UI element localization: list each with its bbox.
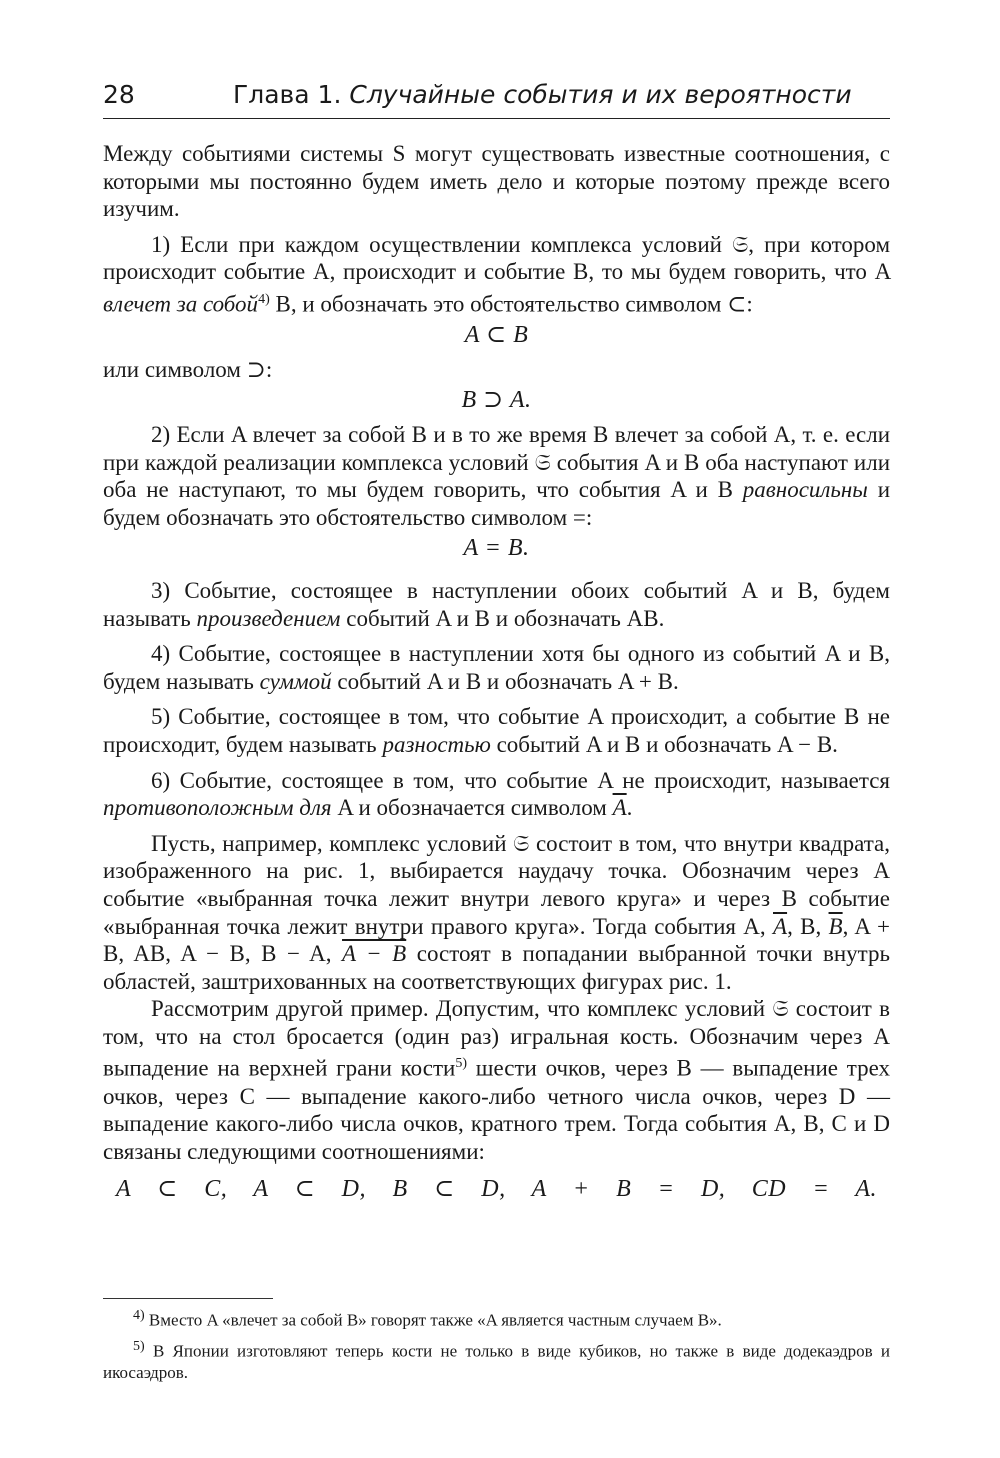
main-text: [103, 140, 890, 1209]
complement-a-minus-b: A − B: [342, 941, 407, 967]
formula-a-subset-b: A ⊂ B: [464, 322, 529, 349]
running-header: [103, 78, 890, 119]
item-2-paragraph: 2) Если A влечет за собой B и в то же время B влечет за собой A, т. е. если при каждой реализации комплекса условий 𝔖 события A и B оба наступают или оба не наступают, то мы будем говорить, что события A и B равносильны и будем обозначать это обстоятельство символом =:: [103, 422, 890, 530]
term-implies: влечет за собой: [103, 291, 259, 317]
footnote-5: $^{5)}$ В Японии изготовляют теперь кости не только в виде кубиков, но также в виде додекаэдров и икосаэдров.: [103, 1338, 891, 1383]
example-2-paragraph: Рассмотрим другой пример. Допустим, что комплекс условий 𝔖 состоит в том, что на стол бросается (один раз) игральная кость. Обозначим через A выпадение на верхней грани кости$^{5)}$ шести очков, через B — выпадение трех очков, через C — выпадение какого-либо четного числа очков, через D — выпадение какого-либо числа очков, кратного трем. Тогда события A, B, C и D связаны следующими соотношениями:: [103, 996, 890, 1164]
chapter-title: [233, 80, 852, 109]
footnote-separator: [103, 1298, 273, 1299]
chapter-prefix: Глава 1.: [233, 80, 342, 109]
intro-paragraph: Между событиями системы S могут существовать известные соотношения, с которыми мы постоянно будем иметь дело и которые поэтому прежде всего изучим.: [103, 141, 890, 222]
term-difference: разностью: [382, 731, 491, 757]
term-product: произведением: [196, 605, 341, 631]
item-5-paragraph: 5) Событие, состоящее в том, что событие A происходит, а событие B не происходит, будем называть разностью событий A и B и обозначать A − B.: [103, 704, 890, 757]
item-3-paragraph: 3) Событие, состоящее в наступлении обоих событий A и B, будем называть произведением событий A и B и обозначать AB.: [103, 577, 890, 631]
item-6-paragraph: 6) Событие, состоящее в том, что событие A не происходит, называется противоположным для A и обозначается символом $\overline{A}$.: [103, 767, 890, 821]
term-opposite: противоположным для: [103, 795, 332, 821]
formula-a-equals-b: A = B.: [463, 535, 530, 562]
page-number: 28: [103, 80, 135, 109]
item-4-paragraph: 4) Событие, состоящее в наступлении хотя бы одного из событий A и B, будем называть суммой событий A и B и обозначать A + B.: [103, 641, 890, 694]
complement-a: $\overline{A}$: [612, 795, 627, 821]
or-symbol-line: или символом ⊃:: [103, 356, 273, 382]
footnote-4: $^{4)}$ Вместо A «влечет за собой B» говорят также «A является частным случаем B».: [133, 1308, 722, 1330]
footnotes: [103, 1305, 890, 1388]
example-1-paragraph: Пусть, например, комплекс условий 𝔖 состоит в том, что внутри квадрата, изображенного на рис. 1, выбирается наудачу точка. Обозначим через A событие «выбранная точка лежит внутри левого круга» и через B событие «выбранная точка лежит внутри правого круга». Тогда события A, $\overline{A}$, B, $\overline{B}$, A + B, AB, A − B, B − A, A − B состоят в попадании выбранной точки внутрь областей, заштрихованных на соответствующих фигурах рис. 1.: [103, 830, 891, 994]
footnote-ref-4: 4): [258, 291, 270, 307]
term-equivalent: равносильны: [742, 477, 868, 503]
item-1-paragraph: 1) Если при каждом осуществлении комплекса условий 𝔖, при котором происходит событие A, происходит и событие B, то мы будем говорить, что A влечет за собой$^{4)}$ B, и обозначать это обстоятельство символом ⊂:: [103, 231, 890, 317]
formula-b-superset-a: B ⊃ A.: [461, 387, 532, 414]
footnote-ref-5: 5): [455, 1056, 467, 1072]
formula-dice-relations: A ⊂ C, A ⊂ D, B ⊂ D, A + B = D, CD = A.: [115, 1175, 878, 1202]
term-sum: суммой: [259, 668, 332, 694]
chapter-name: Случайные события и их вероятности: [349, 80, 852, 109]
complement-b: $\overline{B}$: [828, 913, 843, 939]
complement-a: $\overline{A}$: [773, 913, 788, 939]
